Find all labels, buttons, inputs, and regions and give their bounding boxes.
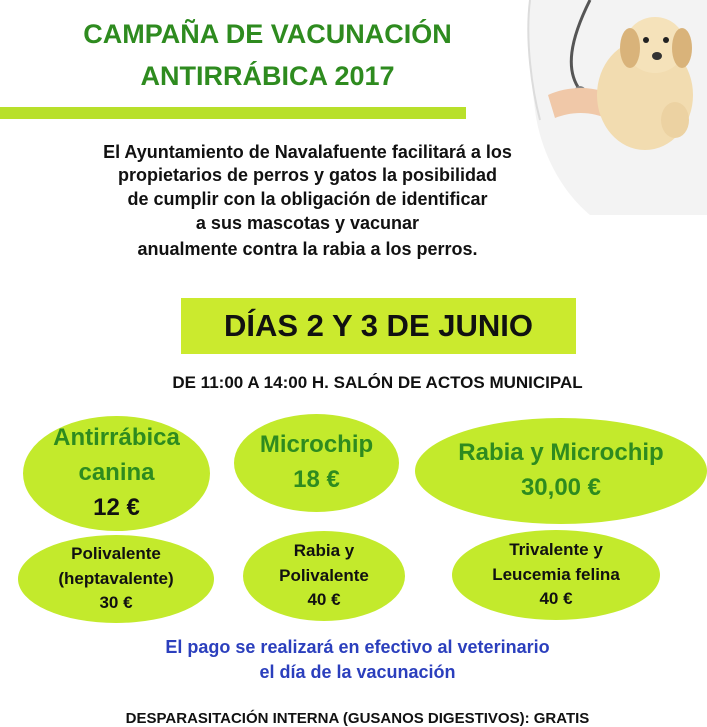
price-oval-antirrabica <box>23 416 210 531</box>
price-label: Microchip <box>259 431 374 459</box>
price-label: Rabia y <box>293 541 355 561</box>
intro-text-line3: de cumplir con la obligación de identificar <box>127 189 488 209</box>
price-oval-rabia-microchip <box>415 418 707 524</box>
price-label: Polivalente <box>71 544 161 564</box>
deworming-note: DESPARASITACIÓN INTERNA (GUSANOS DIGESTIVOS): GRATIS <box>125 710 590 727</box>
intro-text-line5: anualmente contra la rabia a los perros. <box>137 239 478 259</box>
event-schedule: DE 11:00 A 14:00 H. SALÓN DE ACTOS MUNICIPAL <box>172 373 583 392</box>
campaign-title-line1: CAMPAÑA DE VACUNACIÓN <box>83 19 452 49</box>
price-oval-trivalente <box>452 530 660 620</box>
price-label: Rabia y Microchip <box>458 439 664 467</box>
price-value: 40 € <box>539 589 573 609</box>
price-oval-rabia-polivalente <box>243 531 405 621</box>
price-label: Antirrábica <box>53 424 180 452</box>
campaign-title-line2: ANTIRRÁBICA 2017 <box>140 61 395 91</box>
price-label: Polivalente <box>279 565 369 585</box>
intro-text-line2: propietarios de perros y gatos la posibilidad <box>117 165 498 185</box>
price-label: (heptavalente) <box>58 568 174 588</box>
intro-text-line1: El Ayuntamiento de Navalafuente facilitará a los <box>103 142 512 162</box>
price-value: 12 € <box>93 493 140 521</box>
price-value: 18 € <box>293 466 340 493</box>
price-value: 30,00 € <box>520 474 602 501</box>
price-oval-microchip <box>234 414 399 512</box>
price-label: canina <box>78 459 155 487</box>
price-label: Leucemia felina <box>492 564 620 584</box>
event-dates-banner: DÍAS 2 Y 3 DE JUNIO <box>181 298 576 354</box>
price-label: Trivalente y <box>509 540 603 560</box>
title-underline-bar <box>0 107 466 119</box>
payment-note-line1: El pago se realizará en efectivo al veterinario <box>165 637 550 657</box>
price-oval-polivalente <box>18 535 214 623</box>
price-value: 30 € <box>99 593 133 613</box>
intro-text-line4: a sus mascotas y vacunar <box>195 213 420 233</box>
payment-note-line2: el día de la vacunación <box>259 662 456 682</box>
price-value: 40 € <box>307 590 341 610</box>
